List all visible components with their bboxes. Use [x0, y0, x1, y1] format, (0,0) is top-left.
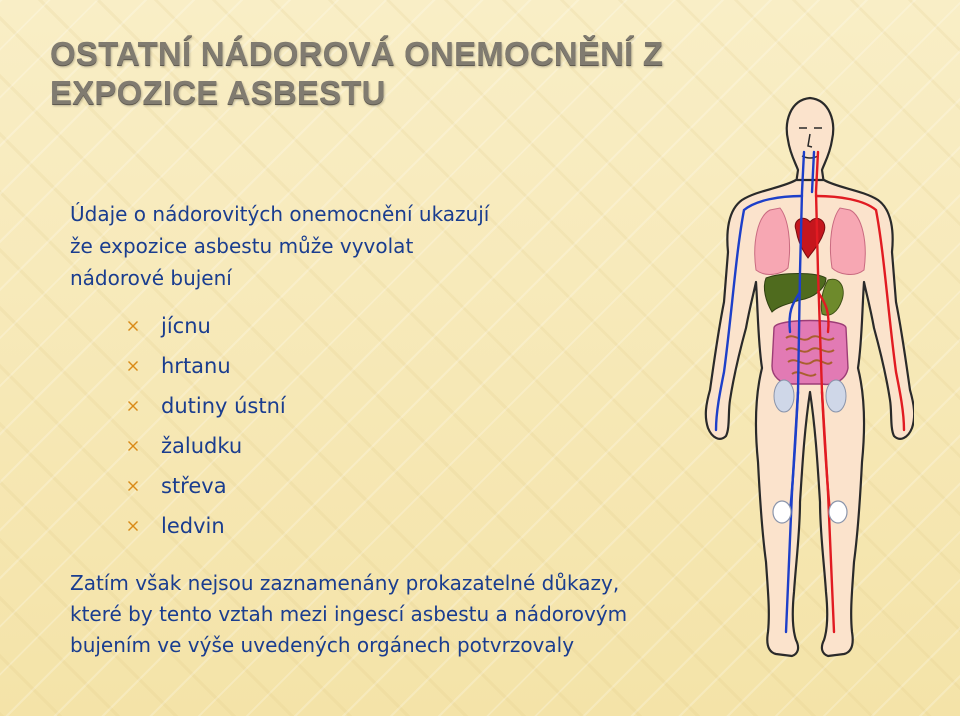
x-mark-icon [126, 319, 140, 333]
title-line: EXPOZICE ASBESTU [50, 74, 386, 111]
intro-line: Údaje o nádorovitých onemocnění ukazují [70, 202, 490, 226]
slide-title [50, 34, 770, 112]
conclusion-text [70, 568, 710, 661]
list-item [126, 306, 286, 346]
x-mark-icon [126, 479, 140, 493]
conclusion-line: které by tento vztah mezi ingescí asbestu a nádorovým [70, 602, 628, 626]
organ-label: dutiny ústní [161, 394, 286, 418]
intro-text [70, 198, 630, 294]
x-mark-icon [126, 439, 140, 453]
intestines [772, 321, 848, 385]
x-mark-icon [126, 519, 140, 533]
list-item [126, 506, 286, 546]
x-mark-icon [126, 359, 140, 373]
list-item [126, 426, 286, 466]
knee-bones [773, 501, 847, 523]
organ-label: ledvin [161, 514, 225, 538]
list-item [126, 346, 286, 386]
organ-label: žaludku [161, 434, 243, 458]
list-item [126, 386, 286, 426]
title-line: OSTATNÍ NÁDOROVÁ ONEMOCNĚNÍ Z [50, 35, 664, 72]
intro-line: nádorové bujení [70, 266, 232, 290]
organ-list [126, 306, 286, 546]
organ-label: jícnu [161, 314, 211, 338]
x-mark-icon [126, 399, 140, 413]
organ-label: střeva [161, 474, 227, 498]
organ-label: hrtanu [161, 354, 231, 378]
conclusion-line: Zatím však nejsou zaznamenány prokazatelné důkazy, [70, 571, 620, 595]
conclusion-line: bujením ve výše uvedených orgánech potvrzovaly [70, 633, 575, 657]
human-anatomy-icon [696, 92, 914, 664]
intro-line: že expozice asbestu může vyvolat [70, 234, 414, 258]
list-item [126, 466, 286, 506]
